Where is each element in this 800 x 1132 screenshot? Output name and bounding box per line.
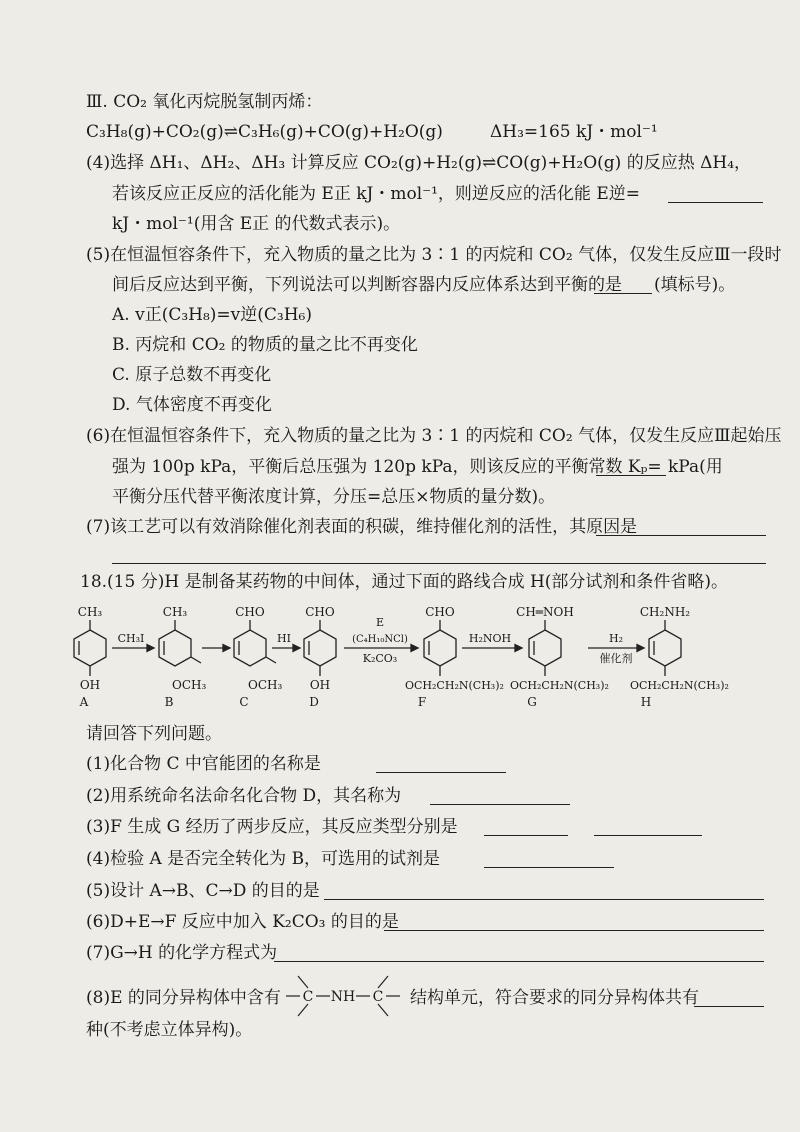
q18-q7: (7)G→H 的化学方程式为 <box>86 943 278 963</box>
q5-line1: (5)在恒温恒容条件下，充入物质的量之比为 3∶1 的丙烷和 CO₂ 气体，仅发生反应Ⅲ一段时 <box>86 245 782 265</box>
q18-q3-blank-1[interactable] <box>484 817 568 836</box>
B-label: B <box>164 695 174 709</box>
q4-line3: kJ・mol⁻¹(用含 E正 的代数式表示)。 <box>112 214 401 234</box>
D-bottom: OH <box>309 678 331 692</box>
q7-answer-blank-1[interactable] <box>596 517 766 536</box>
reagent-c4h10ncl: (C₄H₁₀NCl) <box>352 634 408 645</box>
H-top: CH₂NH₂ <box>639 605 691 619</box>
G-top: CH═NOH <box>516 605 574 619</box>
svg-text:NH: NH <box>330 989 356 1005</box>
H-label: H <box>640 695 652 709</box>
reagent-h2: H₂ <box>608 632 624 645</box>
svg-text:C: C <box>372 989 384 1005</box>
q18-q4-blank[interactable] <box>484 849 614 868</box>
q18-q5: (5)设计 A→B、C→D 的目的是 <box>86 881 320 901</box>
q6-line2-end: kPa(用 <box>668 457 723 477</box>
F-top: CHO <box>425 605 455 619</box>
C-label: C <box>239 695 249 709</box>
H-bottom: OCH₂CH₂N(CH₃)₂ <box>630 679 729 692</box>
q6-line3: 平衡分压代替平衡浓度计算，分压=总压×物质的量分数)。 <box>112 487 556 507</box>
G-bottom: OCH₂CH₂N(CH₃)₂ <box>510 679 609 692</box>
q5-line2-end: (填标号)。 <box>654 275 736 295</box>
B-bottom: OCH₃ <box>172 678 207 692</box>
C-bottom: OCH₃ <box>248 678 283 692</box>
q18-q5-blank[interactable] <box>324 881 764 900</box>
q18-q1-blank[interactable] <box>376 754 506 773</box>
q7-answer-blank-2[interactable] <box>112 545 766 564</box>
B-top: CH₃ <box>162 605 188 619</box>
q18-q6: (6)D+E→F 反应中加入 K₂CO₃ 的目的是 <box>86 912 399 932</box>
q5-answer-blank[interactable] <box>594 275 652 294</box>
q6-line1: (6)在恒温恒容条件下，充入物质的量之比为 3∶1 的丙烷和 CO₂ 气体，仅发生反应Ⅲ起始压 <box>86 426 782 446</box>
q4-answer-blank[interactable] <box>668 184 763 203</box>
q5-option-d: D. 气体密度不再变化 <box>112 395 272 415</box>
q5-line2: 间后反应达到平衡，下列说法可以判断容器内反应体系达到平衡的是 <box>112 275 622 295</box>
q4-line1: (4)选择 ΔH₁、ΔH₂、ΔH₃ 计算反应 CO₂(g)+H₂(g)⇌CO(g)+H₂O(g) 的反应热 ΔH₄， <box>86 153 752 173</box>
reagent-k2co3: K₂CO₃ <box>362 652 398 665</box>
A-bottom: OH <box>79 678 101 692</box>
q5-option-a: A. v正(C₃H₈)=v逆(C₃H₆) <box>112 305 312 325</box>
D-top: CHO <box>305 605 335 619</box>
q18-intro: 18.(15 分)H 是制备某药物的中间体，通过下面的路线合成 H(部分试剂和条件省略)。 <box>80 572 729 592</box>
reagent-catalyst: 催化剂 <box>599 652 633 665</box>
G-label: G <box>527 695 537 709</box>
reagent-hi: HI <box>277 632 291 645</box>
q18-q1: (1)化合物 C 中官能团的名称是 <box>86 754 321 774</box>
q18-q8-mid: 结构单元，符合要求的同分异构体共有 <box>410 988 699 1008</box>
q18-prompt: 请回答下列问题。 <box>86 724 222 744</box>
q6-answer-blank[interactable] <box>596 457 666 476</box>
q18-q2-blank[interactable] <box>430 786 570 805</box>
synthesis-scheme <box>60 596 780 720</box>
q5-option-b: B. 丙烷和 CO₂ 的物质的量之比不再变化 <box>112 335 418 355</box>
q18-q7-blank[interactable] <box>274 943 764 962</box>
q18-q8-end: 种(不考虑立体异构)。 <box>86 1020 253 1040</box>
F-label: F <box>417 695 427 709</box>
q18-q3-blank-2[interactable] <box>594 817 702 836</box>
q18-q2: (2)用系统命名法命名化合物 D，其名称为 <box>86 786 402 806</box>
q18-q3: (3)F 生成 G 经历了两步反应，其反应类型分别是 <box>86 817 458 837</box>
section3-dh3: ΔH₃=165 kJ・mol⁻¹ <box>490 122 658 142</box>
A-label: A <box>79 695 89 709</box>
reagent-h2noh: H₂NOH <box>468 632 512 645</box>
q7-line1: (7)该工艺可以有效消除催化剂表面的积碳，维持催化剂的活性，其原因是 <box>86 517 638 537</box>
q5-option-c: C. 原子总数不再变化 <box>112 365 272 385</box>
q18-q6-blank[interactable] <box>384 912 764 931</box>
svg-text:C: C <box>302 989 314 1005</box>
q18-q4: (4)检验 A 是否完全转化为 B，可选用的试剂是 <box>86 849 441 869</box>
q18-q8-start: (8)E 的同分异构体中含有 <box>86 988 281 1008</box>
F-bottom: OCH₂CH₂N(CH₃)₂ <box>405 679 504 692</box>
amide-unit-alt: —C—NH—C— <box>284 968 292 969</box>
C-top: CHO <box>235 605 265 619</box>
reagent-e: E <box>375 616 385 629</box>
A-top: CH₃ <box>77 605 103 619</box>
reagent-ch3i: CH₃I <box>117 632 145 645</box>
q4-line2: 若该反应正反应的活化能为 E正 kJ・mol⁻¹，则逆反应的活化能 E逆= <box>112 184 640 204</box>
D-label: D <box>309 695 319 709</box>
q6-line2: 强为 100p kPa，平衡后总压强为 120p kPa，则该反应的平衡常数 Kₚ= <box>112 457 662 477</box>
q18-q8-blank[interactable] <box>694 988 764 1007</box>
section3-title: Ⅲ. CO₂ 氧化丙烷脱氢制丙烯： <box>86 92 323 112</box>
section3-reaction: C₃H₈(g)+CO₂(g)⇌C₃H₆(g)+CO(g)+H₂O(g) <box>86 122 443 142</box>
amide-unit-structure <box>284 968 404 1024</box>
